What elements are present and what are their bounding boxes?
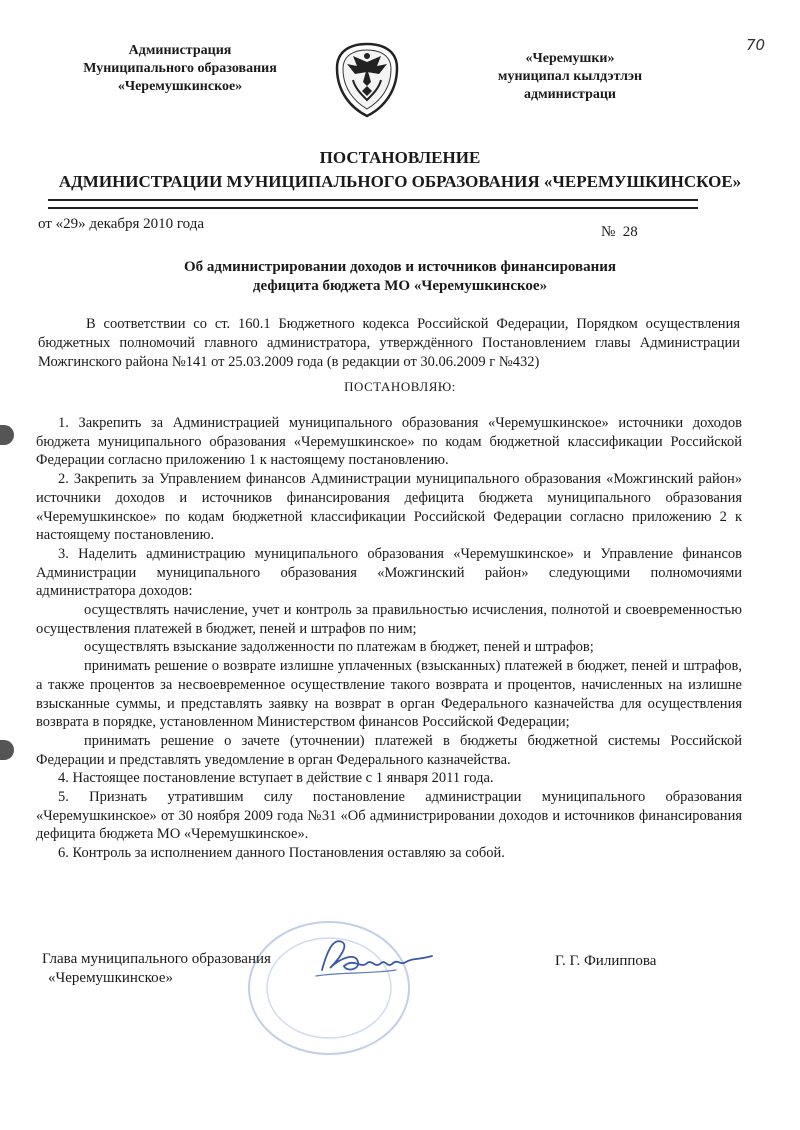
header-left bbox=[60, 42, 300, 96]
document-title: ПОСТАНОВЛЕНИЕ bbox=[319, 148, 481, 167]
header-left-line: Муниципального образования bbox=[83, 61, 277, 76]
item-6: 6. Контроль за исполнением данного Постановления оставляю за собой. bbox=[58, 845, 505, 862]
document-subtitle: АДМИНИСТРАЦИИ МУНИЦИПАЛЬНОГО ОБРАЗОВАНИЯ «ЧЕРЕМУШКИНСКОЕ» bbox=[58, 172, 742, 191]
header-left-line: «Черемушкинское» bbox=[117, 79, 243, 94]
resolve-heading: ПОСТАНОВЛЯЮ: bbox=[344, 379, 456, 394]
item-3-power: принимать решение о зачете (уточнении) платежей в бюджеты бюджетной системы Российской Федерации и представлять уведомление в орган Федерального казначейства. bbox=[36, 732, 742, 768]
preamble-paragraph: В соответствии со ст. 160.1 Бюджетного кодекса Российской Федерации, Порядком осуществления бюджетных полномочий главного администратора, утверждённого Постановлением главы Администрации Можгинского района №141 от 25.03.2009 года (в редакции от 30.06.2009 г №432) bbox=[38, 316, 740, 370]
subject-line: дефицита бюджета МО «Черемушкинское» bbox=[252, 278, 548, 294]
signatory-position-line: Глава муниципального образования bbox=[42, 951, 271, 967]
subject-line: Об администрировании доходов и источников финансирования bbox=[183, 259, 617, 275]
item-3-power: принимать решение о возврате излишне уплаченных (взысканных) платежей в бюджет, пеней и штрафов, а также процентов за несвоевременное осуществление такого возврата и процентов, начисленных на излишне взысканные суммы, и представлять заявку на возврат в орган Федерального казначейства для осуществления возврата в порядке, установленном Министерством финансов Российской Федерации; bbox=[36, 658, 742, 731]
coat-of-arms-emblem bbox=[333, 42, 401, 118]
header-right-line: администраци bbox=[524, 87, 616, 102]
document-number: № 28 bbox=[601, 224, 638, 240]
double-rule-divider bbox=[48, 199, 698, 209]
header-right-line: «Черемушки» bbox=[525, 51, 615, 66]
item-3-power: осуществлять начисление, учет и контроль за правильностью исчисления, полнотой и своевременностью осуществления платежей в бюджет, пеней и штрафов по ним; bbox=[36, 602, 742, 637]
item-3: 3. Наделить администрацию муниципального образования «Черемушкинское» и Управление финансов Администрации муниципального образования «Можгинский район» следующими полномочиями администратора доходов: bbox=[36, 545, 742, 600]
punch-hole-mark bbox=[0, 740, 14, 760]
document-date: от «29» декабря 2010 года bbox=[38, 216, 205, 232]
header-right bbox=[470, 50, 670, 104]
item-1: 1. Закрепить за Администрацией муниципального образования «Черемушкинское» источники доходов бюджета муниципального образования «Черемушкинское» по кодам бюджетной классификации Российской Федерации согласно приложению 1 к настоящему постановлению. bbox=[36, 415, 742, 469]
page-number: 70 bbox=[746, 36, 766, 54]
header-right-line: муниципал кылдэтлэн bbox=[497, 69, 643, 84]
header-left-line: Администрация bbox=[128, 43, 232, 58]
item-2: 2. Закрепить за Управлением финансов Администрации муниципального образования «Можгинский район» источники доходов и источников финансирования дефицита бюджета муниципального образования «Черемушкинское» по кодам бюджетной классификации Российской Федерации согласно приложению 2 к настоящему постановлению. bbox=[36, 471, 742, 544]
item-4: 4. Настоящее постановление вступает в действие с 1 января 2011 года. bbox=[58, 770, 494, 787]
item-5: 5. Признать утратившим силу постановление администрации муниципального образования «Черемушкинское» от 30 ноября 2009 года №31 «Об администрировании доходов и источников финансирования дефицита бюджета МО «Черемушкинское». bbox=[36, 789, 742, 843]
handwritten-signature bbox=[300, 928, 450, 988]
signatory-name: Г. Г. Филиппова bbox=[555, 953, 657, 969]
item-3-power: осуществлять взыскание задолженности по платежам в бюджет, пеней и штрафов; bbox=[84, 639, 594, 656]
signatory-position bbox=[42, 950, 271, 988]
document-body bbox=[36, 414, 742, 863]
signatory-position-line: «Черемушкинское» bbox=[48, 970, 173, 986]
punch-hole-mark bbox=[0, 425, 14, 445]
